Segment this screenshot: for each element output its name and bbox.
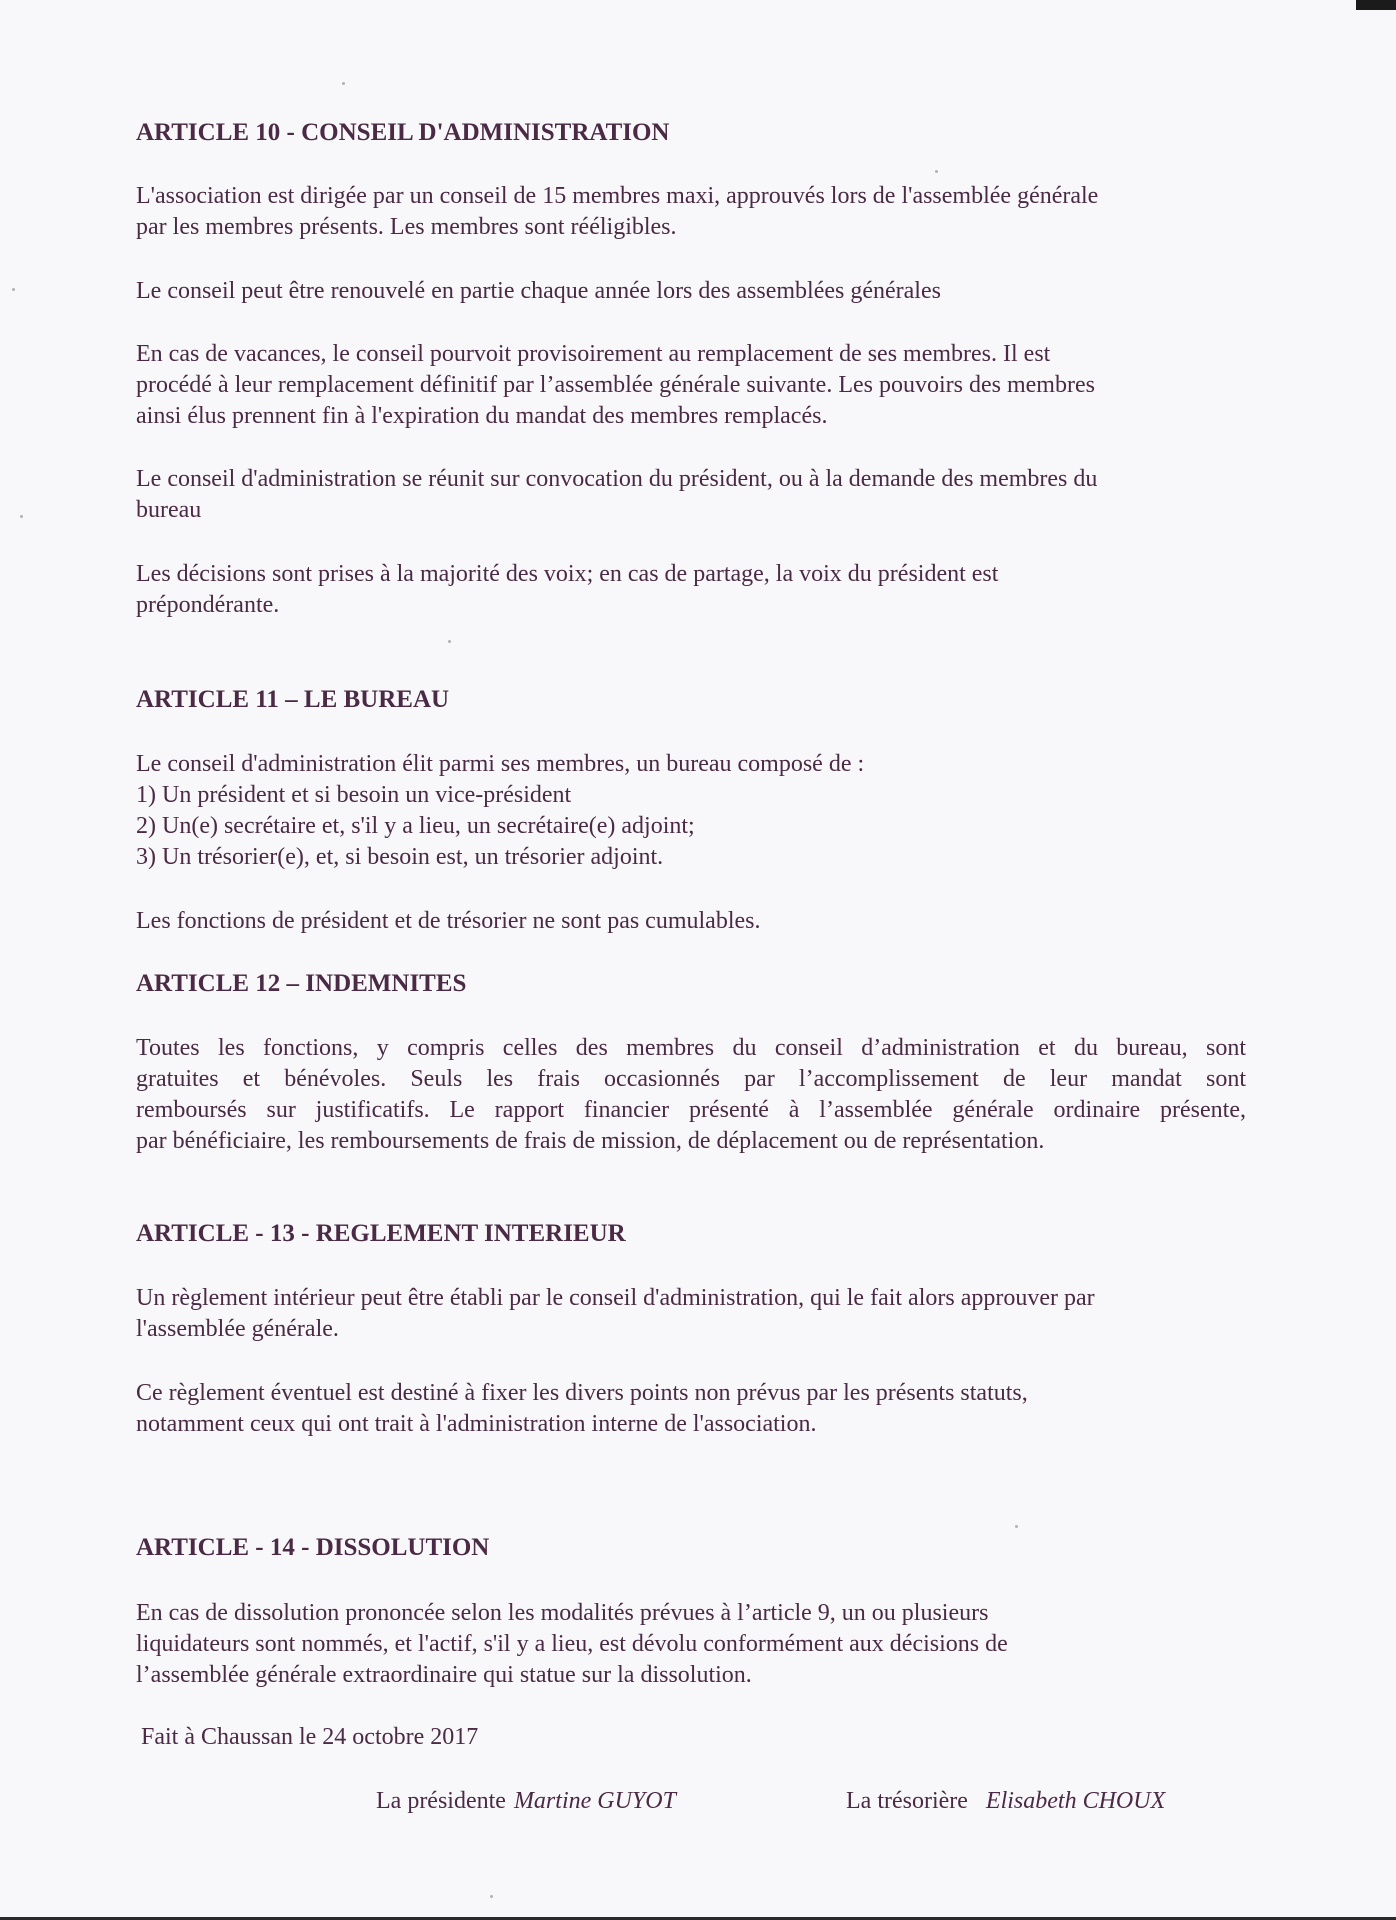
text-line: Un règlement intérieur peut être établi par le conseil d'administration, qui le fait alors approuver par bbox=[136, 1285, 1095, 1311]
text-line: ainsi élus prennent fin à l'expiration du mandat des membres remplacés. bbox=[136, 403, 828, 429]
article-11 bbox=[136, 684, 1246, 716]
article-13 bbox=[136, 1218, 1246, 1250]
text-line: L'association est dirigée par un conseil de 15 membres maxi, approuvés lors de l'assemblée générale bbox=[136, 183, 1099, 209]
text-line: par les membres présents. Les membres sont rééligibles. bbox=[136, 214, 677, 240]
treasurer-signature-block bbox=[846, 1786, 1165, 1817]
article-11-paragraph-2 bbox=[136, 906, 1246, 937]
place-date-text: Fait à Chaussan le 24 octobre 2017 bbox=[141, 1724, 479, 1750]
text-line: Le conseil d'administration élit parmi ses membres, un bureau composé de : bbox=[136, 751, 865, 777]
text-line: procédé à leur remplacement définitif par l’assemblée générale suivante. Les pouvoirs des membres bbox=[136, 372, 1095, 398]
list-item: 3) Un trésorier(e), et, si besoin est, un trésorier adjoint. bbox=[136, 844, 664, 870]
president-signature-block bbox=[376, 1786, 676, 1817]
article-10-paragraph-3 bbox=[136, 339, 1246, 432]
scan-speck bbox=[1015, 1525, 1018, 1528]
scan-speck bbox=[20, 515, 23, 518]
article-12-paragraph-1 bbox=[136, 1033, 1246, 1157]
article-10 bbox=[136, 117, 1246, 149]
place-and-date bbox=[141, 1722, 1251, 1753]
scan-speck bbox=[935, 170, 938, 173]
article-10-paragraph-1 bbox=[136, 181, 1246, 243]
scan-speck bbox=[448, 640, 451, 643]
article-13-paragraph-2 bbox=[136, 1378, 1246, 1440]
article-13-paragraph-1 bbox=[136, 1283, 1246, 1345]
president-role: La présidente bbox=[376, 1788, 506, 1814]
text-line: l'assemblée générale. bbox=[136, 1316, 339, 1342]
text-line: Toutes les fonctions, y compris celles des membres du conseil d’administration et du bureau, sont bbox=[136, 1035, 1246, 1061]
scan-edge-mark bbox=[1356, 0, 1396, 10]
president-name: Martine GUYOT bbox=[513, 1788, 676, 1814]
article-10-paragraph-4 bbox=[136, 464, 1246, 526]
scan-speck bbox=[12, 288, 15, 291]
text-line: Les fonctions de président et de trésorier ne sont pas cumulables. bbox=[136, 908, 761, 934]
article-11-title: ARTICLE 11 – LE BUREAU bbox=[136, 686, 450, 713]
text-line: liquidateurs sont nommés, et l'actif, s'il y a lieu, est dévolu conformément aux décisions de bbox=[136, 1631, 1008, 1657]
article-13-title: ARTICLE - 13 - REGLEMENT INTERIEUR bbox=[136, 1220, 626, 1247]
text-line: par bénéficiaire, les remboursements de frais de mission, de déplacement ou de représentation. bbox=[136, 1128, 1045, 1154]
treasurer-name: Elisabeth CHOUX bbox=[985, 1788, 1166, 1814]
article-12 bbox=[136, 968, 1246, 1000]
text-line: gratuites et bénévoles. Seuls les frais occasionnés par l’accomplissement de leur mandat sont bbox=[136, 1066, 1246, 1092]
article-10-paragraph-2 bbox=[136, 276, 1246, 307]
article-14-title: ARTICLE - 14 - DISSOLUTION bbox=[136, 1534, 490, 1561]
list-item: 1) Un président et si besoin un vice-président bbox=[136, 782, 572, 808]
article-14 bbox=[136, 1532, 1246, 1564]
text-line: bureau bbox=[136, 497, 202, 523]
text-line: Le conseil d'administration se réunit sur convocation du président, ou à la demande des membres du bbox=[136, 466, 1098, 492]
scan-speck bbox=[490, 1895, 493, 1898]
article-11-paragraph-1 bbox=[136, 749, 1246, 873]
text-line: remboursés sur justificatifs. Le rapport financier présenté à l’assemblée générale ordinaire présente, bbox=[136, 1097, 1246, 1123]
text-line: Les décisions sont prises à la majorité des voix; en cas de partage, la voix du président est bbox=[136, 561, 999, 587]
text-line: En cas de vacances, le conseil pourvoit provisoirement au remplacement de ses membres. Il est bbox=[136, 341, 1051, 367]
text-line: prépondérante. bbox=[136, 592, 280, 618]
text-line: Le conseil peut être renouvelé en partie chaque année lors des assemblées générales bbox=[136, 278, 941, 304]
text-line: l’assemblée générale extraordinaire qui statue sur la dissolution. bbox=[136, 1662, 752, 1688]
article-14-paragraph-1 bbox=[136, 1598, 1246, 1691]
text-line: Ce règlement éventuel est destiné à fixer les divers points non prévus par les présents statuts, bbox=[136, 1380, 1028, 1406]
article-12-title: ARTICLE 12 – INDEMNITES bbox=[136, 970, 467, 997]
list-item: 2) Un(e) secrétaire et, s'il y a lieu, un secrétaire(e) adjoint; bbox=[136, 813, 695, 839]
article-10-title: ARTICLE 10 - CONSEIL D'ADMINISTRATION bbox=[136, 119, 670, 146]
article-10-paragraph-5 bbox=[136, 559, 1246, 621]
scan-speck bbox=[342, 82, 345, 85]
treasurer-role: La trésorière bbox=[846, 1788, 968, 1814]
text-line: notamment ceux qui ont trait à l'administration interne de l'association. bbox=[136, 1411, 817, 1437]
text-line: En cas de dissolution prononcée selon les modalités prévues à l’article 9, un ou plusieurs bbox=[136, 1600, 989, 1626]
